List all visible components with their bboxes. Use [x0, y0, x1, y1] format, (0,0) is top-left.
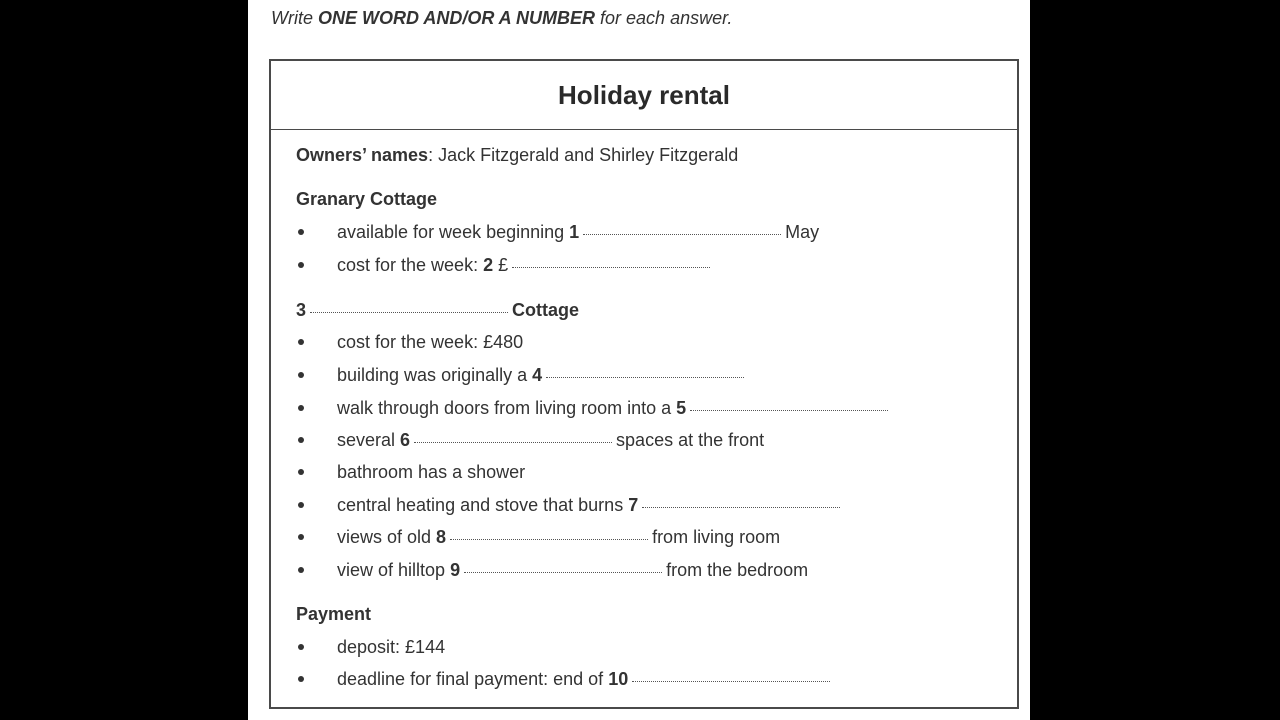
- list-item: [337, 462, 525, 483]
- bullet-icon: [298, 262, 304, 268]
- item-after-text: from the bedroom: [666, 560, 809, 580]
- answer-blank-7[interactable]: [642, 507, 840, 508]
- bullet-icon: [298, 567, 304, 573]
- worksheet-page: [248, 0, 1030, 720]
- question-number: 8: [436, 527, 447, 547]
- answer-blank-8[interactable]: [450, 539, 648, 540]
- item-text: bathroom has a shower: [337, 462, 526, 482]
- bullet-icon: [298, 644, 304, 650]
- answer-blank-4[interactable]: [546, 377, 744, 378]
- list-item: [337, 527, 780, 548]
- list-item: [337, 332, 523, 353]
- answer-blank-2[interactable]: [512, 267, 710, 268]
- list-item: [337, 495, 844, 516]
- answer-blank-1[interactable]: [583, 234, 781, 235]
- form-header: [271, 61, 1017, 130]
- currency-symbol: £: [498, 255, 509, 275]
- item-text: available for week beginning: [337, 222, 565, 242]
- item-text: cost for the week:: [337, 255, 479, 275]
- item-after-text: May: [785, 222, 820, 242]
- item-text: several: [337, 430, 396, 450]
- bullet-icon: [298, 229, 304, 235]
- list-item: [337, 255, 714, 276]
- bullet-icon: [298, 469, 304, 475]
- answer-blank-5[interactable]: [690, 410, 888, 411]
- owners-value: : Jack Fitzgerald and Shirley Fitzgerald: [428, 145, 739, 165]
- item-text: cost for the week: £480: [337, 332, 524, 352]
- owners-line: [296, 145, 738, 166]
- question-number: 1: [569, 222, 580, 242]
- item-text: view of hilltop: [337, 560, 446, 580]
- bullet-icon: [298, 339, 304, 345]
- bullet-icon: [298, 502, 304, 508]
- question-number: 2: [483, 255, 494, 275]
- question-number: 5: [676, 398, 687, 418]
- item-text: building was originally a: [337, 365, 528, 385]
- question-number: 7: [628, 495, 639, 515]
- owners-label: Owners’ names: [296, 145, 429, 165]
- granary-heading: Granary Cottage: [296, 189, 438, 209]
- item-after-text: from living room: [652, 527, 781, 547]
- list-item: [337, 637, 445, 658]
- bullet-icon: [298, 534, 304, 540]
- answer-blank-10[interactable]: [632, 681, 830, 682]
- item-after-text: spaces at the front: [616, 430, 765, 450]
- answer-blank-9[interactable]: [464, 572, 662, 573]
- bullet-icon: [298, 676, 304, 682]
- question-number: 3: [296, 300, 307, 320]
- list-item: [337, 430, 764, 451]
- question-number: 10: [608, 669, 629, 689]
- answer-blank-3[interactable]: [310, 312, 508, 313]
- item-text: deadline for final payment: end of: [337, 669, 604, 689]
- question-number: 9: [450, 560, 461, 580]
- form-title: Holiday rental: [558, 79, 730, 110]
- item-text: central heating and stove that burns: [337, 495, 624, 515]
- cottage-heading-text: Cottage: [512, 300, 580, 320]
- payment-heading: Payment: [296, 604, 372, 624]
- list-item: [337, 669, 834, 690]
- answer-blank-6[interactable]: [414, 442, 612, 443]
- question-number: 4: [532, 365, 543, 385]
- item-text: views of old: [337, 527, 432, 547]
- question-number: 6: [400, 430, 411, 450]
- list-item: [337, 222, 819, 243]
- list-item: [337, 398, 892, 419]
- instruction-text: [271, 8, 732, 29]
- list-item: [337, 365, 748, 386]
- item-text: deposit: £144: [337, 637, 446, 657]
- cottage-heading: [296, 300, 579, 321]
- bullet-icon: [298, 437, 304, 443]
- instruction-emphasis: ONE WORD AND/OR A NUMBER: [318, 8, 596, 28]
- form-box: [269, 59, 1019, 709]
- bullet-icon: [298, 405, 304, 411]
- bullet-icon: [298, 372, 304, 378]
- item-text: walk through doors from living room into a: [337, 398, 672, 418]
- list-item: [337, 560, 808, 581]
- instruction-prefix: Write: [271, 8, 313, 28]
- instruction-suffix: for each answer.: [600, 8, 733, 28]
